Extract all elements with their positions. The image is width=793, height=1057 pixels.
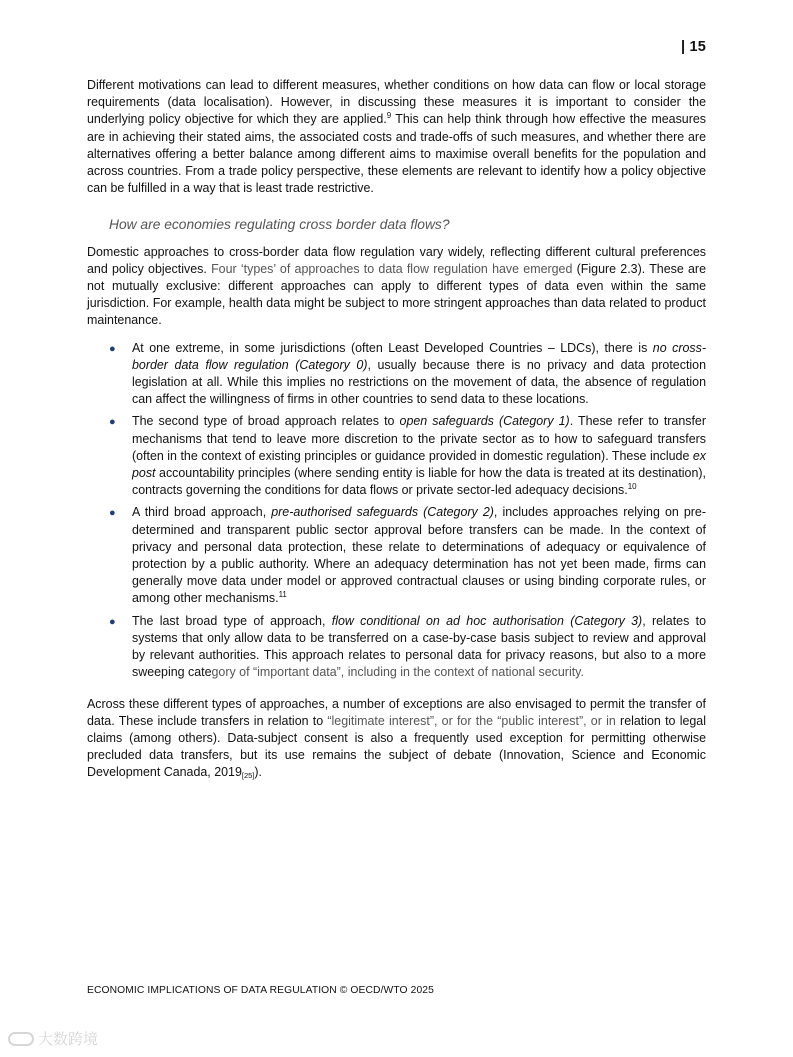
bullet-category-0: ● At one extreme, in some jurisdictions (often Least Developed Countries – LDCs), there is no cross-border data flow regulation (Category 0), usually because there is no privacy and data protection legislation at all. While this implies no restrictions on the movement of data, the absence of regulation can affect the willingness of firms in other countries to send data to these locations.	[109, 340, 706, 407]
page-body	[87, 77, 706, 782]
reference-link-25[interactable]: [25]	[241, 771, 255, 781]
page-footer: ECONOMIC IMPLICATIONS OF DATA REGULATION © OECD/WTO 2025	[87, 985, 434, 996]
watermark-logo-icon	[8, 1032, 34, 1046]
bullet-category-2: ● A third broad approach, pre-authorised safeguards (Category 2), includes approaches relying on pre-determined and transparent public sector approval before transfers can be made. In the context of privacy and personal data protection, these relate to determinations of adequacy or equivalence of protection by a public authority. Where an adequacy determination has not yet been made, firms can generally move data under model or approved contractual clauses or using binding corporate rules, or among other mechanisms.$^{11}$	[109, 505, 706, 606]
exceptions-paragraph: Across these different types of approaches, a number of exceptions are also envisaged to permit the transfer of data. These include transfers in relation to “legitimate interest”, or for the “public interest”, or in relation to legal claims (among others). Data-subject consent is also a frequently used exception for permitting otherwise precluded data transfers, but its use remains the subject of debate (Innovation, Science and Economic Development Canada, $2019_{[25]}$).	[87, 696, 706, 781]
bullet-dot-icon: ●	[109, 416, 116, 429]
intro-paragraph: Different motivations can lead to different measures, whether conditions on how data can flow or local storage requirements (data localisation). However, in discussing these measures it is important to consider the underlying policy objective for which they are applied.$^9$ This can help think through how effective the measures are in achieving their stated aims, the associated costs and trade-offs of such measures, and whether there are alternatives offering a better balance among different aims to maximise overall benefits for the population and across countries. From a trade policy perspective, these elements are relevant to identify how a policy objective can be fulfilled in a way that is least trade restrictive.	[87, 78, 706, 196]
footnote-ref-9[interactable]: 9	[386, 111, 392, 121]
bullet-dot-icon: ●	[109, 615, 116, 628]
bullet-dot-icon: ●	[109, 342, 116, 355]
bullet-dot-icon: ●	[109, 507, 116, 520]
bullet-category-3: ● The last broad type of approach, flow conditional on ad hoc authorisation (Category 3), relates to systems that only allow data to be transferred on a case-by-case basis subject to review and approval by relevant authorities. This approach relates to personal data for privacy reasons, but also to a more sweeping category of “important data”, including in the context of national security.	[109, 613, 706, 680]
footnote-ref-10[interactable]: 10	[627, 482, 637, 492]
bullet-category-1: ● The second type of broad approach relates to open safeguards (Category 1). These refer to transfer mechanisms that tend to leave more discretion to the private sector as to how to safeguard transfers (often in the context of existing principles or guidance provided in domestic regulation). These include ex post accountability principles (where sending entity is liable for how the data is treated at its destination), contracts governing the conditions for data flows or private sector-led adequacy decisions.$^{10}$	[109, 414, 706, 498]
domestic-paragraph: Domestic approaches to cross-border data flow regulation vary widely, reflecting different cultural preferences and policy objectives. Four ‘types’ of approaches to data flow regulation have emerged (Figure 2.3). These are not mutually exclusive: different approaches can apply to different types of data even within the same jurisdiction. For example, health data might be subject to more stringent approaches than data related to product maintenance.	[87, 244, 706, 328]
watermark: 大数跨境	[8, 1028, 98, 1049]
footnote-ref-11[interactable]: 11	[278, 590, 287, 600]
approach-types-list	[87, 340, 706, 682]
section-heading: How are economies regulating cross border data flows?	[109, 217, 450, 233]
page-number: | 15	[680, 39, 706, 55]
